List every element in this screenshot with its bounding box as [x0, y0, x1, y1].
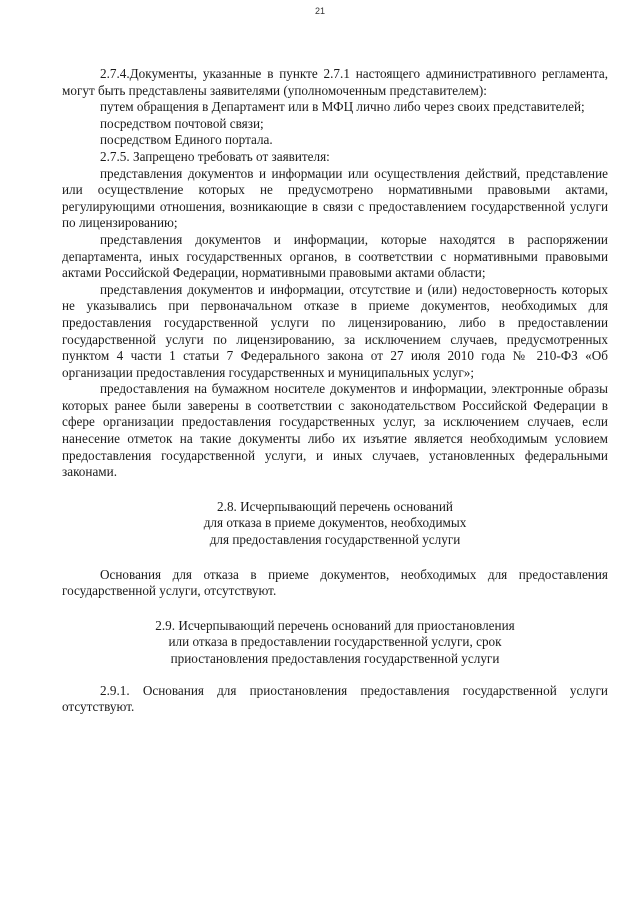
list-item-prohibited-1: представления документов и информации или осуществления действий, представление или осуществление которых не предусмотрено нормативными правовыми актами, регулирующими отношения, возникающие в связи с предоставлением государственной услуги по лицензированию;: [62, 165, 608, 231]
list-item-mail: посредством почтовой связи;: [100, 115, 264, 131]
list-item-in-person: путем обращения в Департамент или в МФЦ лично либо через своих представителей;: [100, 99, 585, 115]
list-item-portal: посредством Единого портала.: [100, 132, 273, 148]
page-number: 21: [314, 6, 325, 16]
section-heading-2-8: [62, 499, 608, 549]
paragraph-2-7-4: 2.7.4.Документы, указанные в пункте 2.7.1 настоящего административного регламента, могут быть представлены заявителями (уполномоченным представителем):: [62, 66, 608, 98]
list-item-prohibited-2: представления документов и информации, которые находятся в распоряжении департамента, иных государственных органов, в соответствии с нормативными правовыми актами Российской Федерации, нормативными правовыми актами области;: [62, 231, 608, 281]
paragraph-2-9-1: 2.9.1. Основания для приостановления предоставления государственной услуги отсутствуют.: [62, 682, 608, 715]
heading-line: для отказа в приеме документов, необходимых: [203, 515, 467, 531]
list-item-prohibited-3: представления документов и информации, отсутствие и (или) недостоверность которых не указывались при первоначальном отказе в приеме документов, необходимых для предоставления государственной услуги по лицензированию, либо в предоставлении государственной услуги по лицензированию, за исключением случаев, предусмотренных пунктом 4 части 1 статьи 7 Федерального закона от 27 июля 2010 года № 210-ФЗ «Об организации предоставления государственных и муниципальных услуг»;: [62, 281, 608, 380]
heading-line: приостановления предоставления государственной услуги: [170, 651, 500, 666]
heading-line: 2.9. Исчерпывающий перечень оснований для приостановления: [155, 617, 515, 633]
paragraph-2-7-5: 2.7.5. Запрещено требовать от заявителя:: [100, 148, 330, 164]
document-body: [62, 66, 608, 716]
section-heading-2-9: [62, 618, 608, 668]
heading-line: или отказа в предоставлении государственной услуги, срок: [168, 634, 502, 650]
heading-line: 2.8. Исчерпывающий перечень оснований: [217, 498, 453, 514]
heading-line: для предоставления государственной услуги: [209, 532, 461, 548]
list-item-prohibited-4: предоставления на бумажном носителе документов и информации, электронные образы которых ранее были заверены в соответствии с законодательством Российской Федерации в сфере организации предоставления государственных услуг, за исключением случаев, если нанесение отметок на такие документы либо их изъятие является необходимым условием предоставления государственной услуги, и иных случаев, установленных федеральными законами.: [62, 381, 608, 480]
paragraph-2-8: Основания для отказа в приеме документов, необходимых для предоставления государственной услуги, отсутствуют.: [62, 566, 608, 599]
